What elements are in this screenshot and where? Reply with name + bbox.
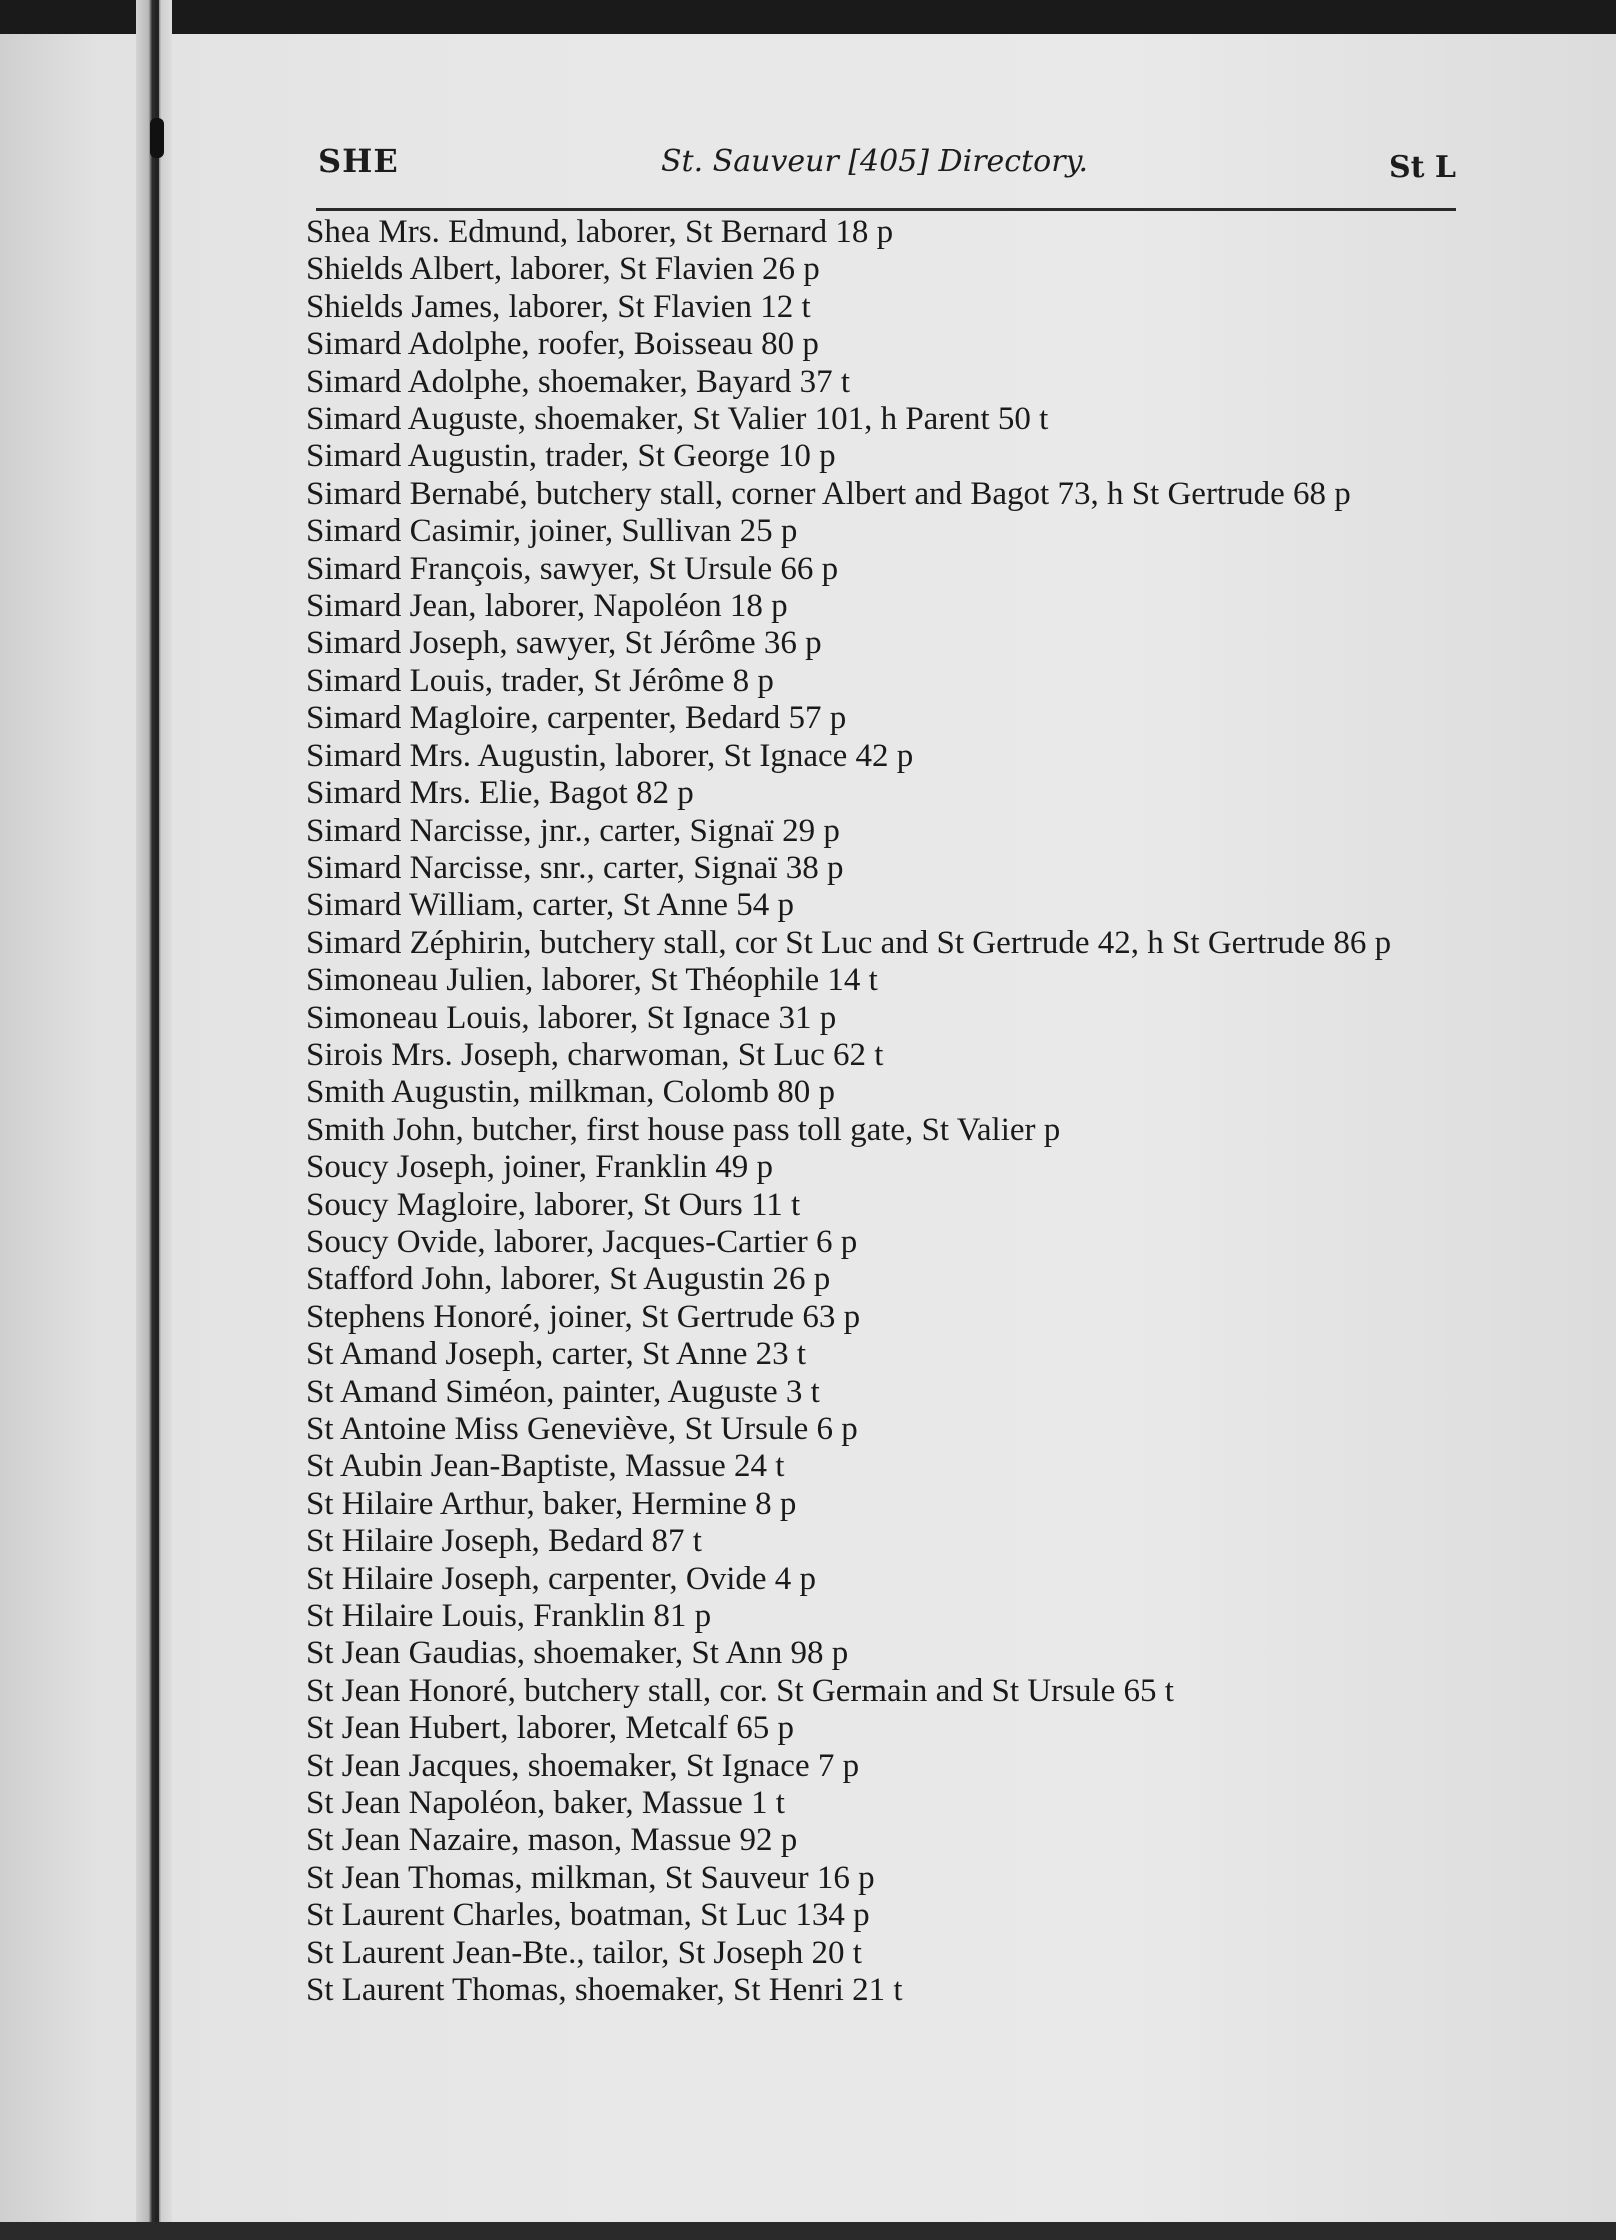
scan-bottom-border — [0, 2222, 1616, 2240]
directory-entry: Simard Adolphe, roofer, Boisseau 80 p — [306, 326, 819, 363]
directory-entry: Simard Mrs. Augustin, laborer, St Ignace 42 p — [306, 737, 914, 774]
directory-entry: Soucy Ovide, laborer, Jacques-Cartier 6 p — [306, 1223, 858, 1260]
directory-entry: Simard Joseph, sawyer, St Jérôme 36 p — [306, 625, 822, 662]
directory-entry: St Hilaire Joseph, Bedard 87 t — [306, 1523, 702, 1560]
directory-entry: Simard Zéphirin, butchery stall, cor St Luc and St Gertrude 42, h St Gertrude 86 p — [306, 924, 1392, 961]
directory-entry: St Jean Thomas, milkman, St Sauveur 16 p — [306, 1859, 875, 1896]
directory-entry: Simard Narcisse, snr., carter, Signaï 38 p — [306, 849, 844, 886]
directory-entry: St Hilaire Arthur, baker, Hermine 8 p — [306, 1485, 797, 1522]
directory-entry: Smith Augustin, milkman, Colomb 80 p — [306, 1074, 835, 1111]
directory-entries — [306, 214, 1456, 2010]
directory-entry: Simard Augustin, trader, St George 10 p — [306, 438, 836, 475]
directory-entry: St Antoine Miss Geneviève, St Ursule 6 p — [306, 1411, 858, 1447]
running-header — [316, 134, 1456, 204]
directory-entry: Simard François, sawyer, St Ursule 66 p — [306, 550, 839, 587]
directory-entry: Stephens Honoré, joiner, St Gertrude 63 p — [306, 1298, 861, 1335]
header-title: St. Sauveur [405] Directory. — [661, 144, 1089, 179]
directory-entry: Simard Narcisse, jnr., carter, Signaï 29 p — [306, 812, 840, 849]
directory-entry: Sirois Mrs. Joseph, charwoman, St Luc 62 t — [306, 1036, 884, 1073]
directory-entry: St Jean Honoré, butchery stall, cor. St Germain and St Ursule 65 t — [306, 1672, 1174, 1709]
directory-entry: Simard Adolphe, shoemaker, Bayard 37 t — [306, 363, 850, 400]
directory-entry: Shields James, laborer, St Flavien 12 t — [306, 288, 811, 325]
directory-entry: St Hilaire Joseph, carpenter, Ovide 4 p — [306, 1560, 817, 1597]
directory-entry: St Jean Gaudias, shoemaker, St Ann 98 p — [306, 1635, 849, 1672]
binding-mark — [150, 118, 164, 158]
directory-entry: Simard Casimir, joiner, Sullivan 25 p — [306, 513, 798, 550]
directory-entry: Shields Albert, laborer, St Flavien 26 p — [306, 251, 820, 288]
directory-entry: St Laurent Charles, boatman, St Luc 134 p — [306, 1897, 870, 1934]
gutter-line — [155, 0, 159, 2240]
directory-entry: St Hilaire Louis, Franklin 81 p — [306, 1598, 712, 1635]
directory-entry: St Amand Joseph, carter, St Anne 23 t — [306, 1336, 807, 1373]
directory-entry: Soucy Joseph, joiner, Franklin 49 p — [306, 1149, 774, 1186]
directory-entry: St Jean Jacques, shoemaker, St Ignace 7 p — [306, 1747, 860, 1784]
directory-entry: Stafford John, laborer, St Augustin 26 p — [306, 1261, 831, 1298]
directory-entry: Simard William, carter, St Anne 54 p — [306, 887, 794, 924]
directory-entry: Simoneau Louis, laborer, St Ignace 31 p — [306, 999, 837, 1036]
directory-entry: St Aubin Jean-Baptiste, Massue 24 t — [306, 1448, 785, 1485]
directory-entry: Simard Magloire, carpenter, Bedard 57 p — [306, 700, 847, 737]
directory-entry: Simard Louis, trader, St Jérôme 8 p — [306, 662, 774, 699]
scan-top-border — [0, 0, 1616, 34]
directory-entry: St Amand Siméon, painter, Auguste 3 t — [306, 1373, 820, 1410]
header-section-key: SHE — [318, 142, 399, 180]
book-spine — [136, 0, 172, 2240]
directory-entry: Simoneau Julien, laborer, St Théophile 14 t — [306, 962, 878, 999]
directory-entry: Shea Mrs. Edmund, laborer, St Bernard 18 p — [306, 214, 894, 250]
directory-entry: St Jean Hubert, laborer, Metcalf 65 p — [306, 1710, 795, 1747]
directory-entry: Simard Mrs. Elie, Bagot 82 p — [306, 775, 694, 812]
directory-entry: Soucy Magloire, laborer, St Ours 11 t — [306, 1186, 801, 1223]
directory-entry: St Jean Napoléon, baker, Massue 1 t — [306, 1785, 785, 1822]
directory-entry: Simard Auguste, shoemaker, St Valier 101, h Parent 50 t — [306, 401, 1049, 438]
directory-entry: St Laurent Jean-Bte., tailor, St Joseph 20 t — [306, 1934, 862, 1971]
directory-entry: Simard Jean, laborer, Napoléon 18 p — [306, 588, 788, 625]
directory-entry: St Jean Nazaire, mason, Massue 92 p — [306, 1822, 798, 1859]
directory-entry: Simard Bernabé, butchery stall, corner Albert and Bagot 73, h St Gertrude 68 p — [306, 475, 1351, 512]
header-rule — [316, 208, 1456, 211]
directory-entry: Smith John, butcher, first house pass toll gate, St Valier p — [306, 1111, 1061, 1148]
header-range-key: St L — [1388, 150, 1456, 185]
directory-entry: St Laurent Thomas, shoemaker, St Henri 21 t — [306, 1972, 903, 2009]
